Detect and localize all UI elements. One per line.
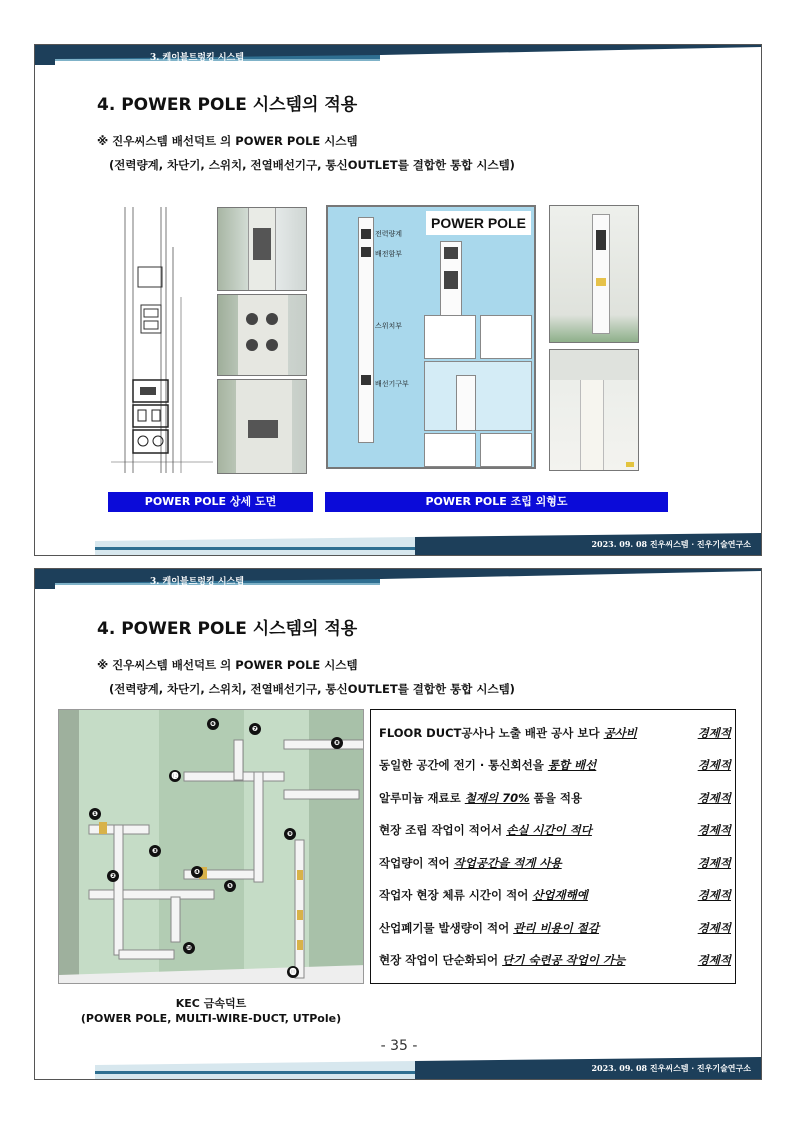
economy-emphasis: 작업공간을 적게 사용: [453, 856, 562, 870]
illustration-caption-detail: (POWER POLE, MULTI-WIRE-DUCT, UTPole): [80, 1012, 342, 1025]
economy-list: [370, 709, 736, 984]
economy-item: 현장 조립 작업이 적어서 손실 시간이 적다 경제적: [379, 823, 731, 837]
page-title: 4. POWER POLE 시스템의 적용: [97, 619, 358, 639]
subtitle: ※ 진우씨스템 배선덕트 의 POWER POLE 시스템: [97, 658, 358, 672]
photo-pole-top: [217, 207, 307, 291]
economy-item: 현장 작업이 단순화되어 단기 숙련공 작업이 가능 경제적: [379, 953, 731, 967]
footer-text: 2023. 09. 08 진우씨스템 · 진우기술연구소: [591, 539, 751, 549]
economy-item: 작업량이 적어 작업공간을 적게 사용 경제적: [379, 856, 731, 870]
slide-2: [34, 568, 762, 1080]
economy-item: 산업폐기물 발생량이 적어 관리 비용이 절감 경제적: [379, 921, 731, 935]
economy-tag: 경제적: [697, 953, 731, 967]
economy-tag: 경제적: [697, 856, 731, 870]
callout-number: ❽: [331, 737, 343, 749]
callout-number: ❶: [89, 808, 101, 820]
callout-number: ⓫: [287, 966, 299, 978]
slide-1: [34, 44, 762, 556]
detail-drawing: [111, 207, 213, 473]
diagram-heading: POWER POLE: [426, 211, 531, 235]
page-number: - 35 -: [380, 1038, 418, 1054]
callout-number: ⓬: [169, 770, 181, 782]
diagram-part-label: 배선기구부: [375, 380, 409, 388]
economy-tag: 경제적: [697, 791, 731, 805]
economy-emphasis: 산업재해예: [532, 888, 588, 902]
callout-number: ❼: [249, 723, 261, 735]
header-band: [35, 45, 762, 65]
callout-number: ❾: [284, 828, 296, 840]
callout-number: ❻: [207, 718, 219, 730]
photo-pole-outlets: [217, 294, 307, 376]
callout-number: ❿: [183, 942, 195, 954]
footer-text: 2023. 09. 08 진우씨스템 · 진우기술연구소: [591, 1063, 751, 1073]
subtitle: ※ 진우씨스템 배선덕트 의 POWER POLE 시스템: [97, 134, 358, 148]
economy-emphasis: 철재의 70%: [464, 791, 530, 805]
illustration-caption-title: KEC 금속덕트: [175, 997, 247, 1010]
callout-number: ❺: [224, 880, 236, 892]
label-assembly-view: POWER POLE 조립 외형도: [325, 492, 668, 512]
economy-item: 동일한 공간에 전기 · 통신회선을 통합 배선 경제적: [379, 758, 731, 772]
subtitle-detail: (전력량계, 차단기, 스위치, 전열배선기구, 통신OUTLET를 결합한 통합 시스템): [109, 158, 515, 172]
economy-emphasis: 관리 비용이 절감: [513, 921, 599, 935]
label-detail-drawing: POWER POLE 상세 도면: [108, 492, 313, 512]
header-section-title: 3. 케이블트렁킹 시스템: [150, 577, 244, 587]
callout-number: ❹: [191, 866, 203, 878]
economy-tag: 경제적: [697, 888, 731, 902]
economy-emphasis: 통합 배선: [547, 758, 597, 772]
economy-item: 알루미늄 재료로 철재의 70% 품을 적용 경제적: [379, 791, 731, 805]
photo-pole-switch: [217, 379, 307, 474]
diagram-part-label: 스위치부: [375, 322, 403, 330]
economy-tag: 경제적: [697, 823, 731, 837]
economy-tag: 경제적: [697, 921, 731, 935]
economy-item: FLOOR DUCT공사나 노출 배관 공사 보다 공사비 경제적: [379, 726, 731, 740]
photo-ceiling-duct: [549, 349, 639, 471]
page-title: 4. POWER POLE 시스템의 적용: [97, 95, 358, 115]
header-section-title: 3. 케이블트렁킹 시스템: [150, 53, 244, 63]
duct-illustration-svg: [59, 710, 364, 984]
diagram-part-label: 전력량계: [375, 230, 403, 238]
economy-emphasis: 공사비: [603, 726, 637, 740]
duct-installation-illustration: [58, 709, 364, 984]
photo-pole-installed: [549, 205, 639, 343]
economy-emphasis: 손실 시간이 적다: [506, 823, 592, 837]
economy-emphasis: 단기 숙련공 작업이 가능: [502, 953, 626, 967]
economy-tag: 경제적: [697, 758, 731, 772]
subtitle-detail: (전력량계, 차단기, 스위치, 전열배선기구, 통신OUTLET를 결합한 통합 시스템): [109, 682, 515, 696]
header-band: [35, 569, 762, 589]
economy-item: 작업자 현장 체류 시간이 적어 산업재해예 경제적: [379, 888, 731, 902]
assembly-diagram: [326, 205, 536, 469]
callout-number: ❷: [107, 870, 119, 882]
callout-number: ❸: [149, 845, 161, 857]
diagram-part-label: 배전함부: [375, 250, 403, 258]
economy-tag: 경제적: [697, 726, 731, 740]
